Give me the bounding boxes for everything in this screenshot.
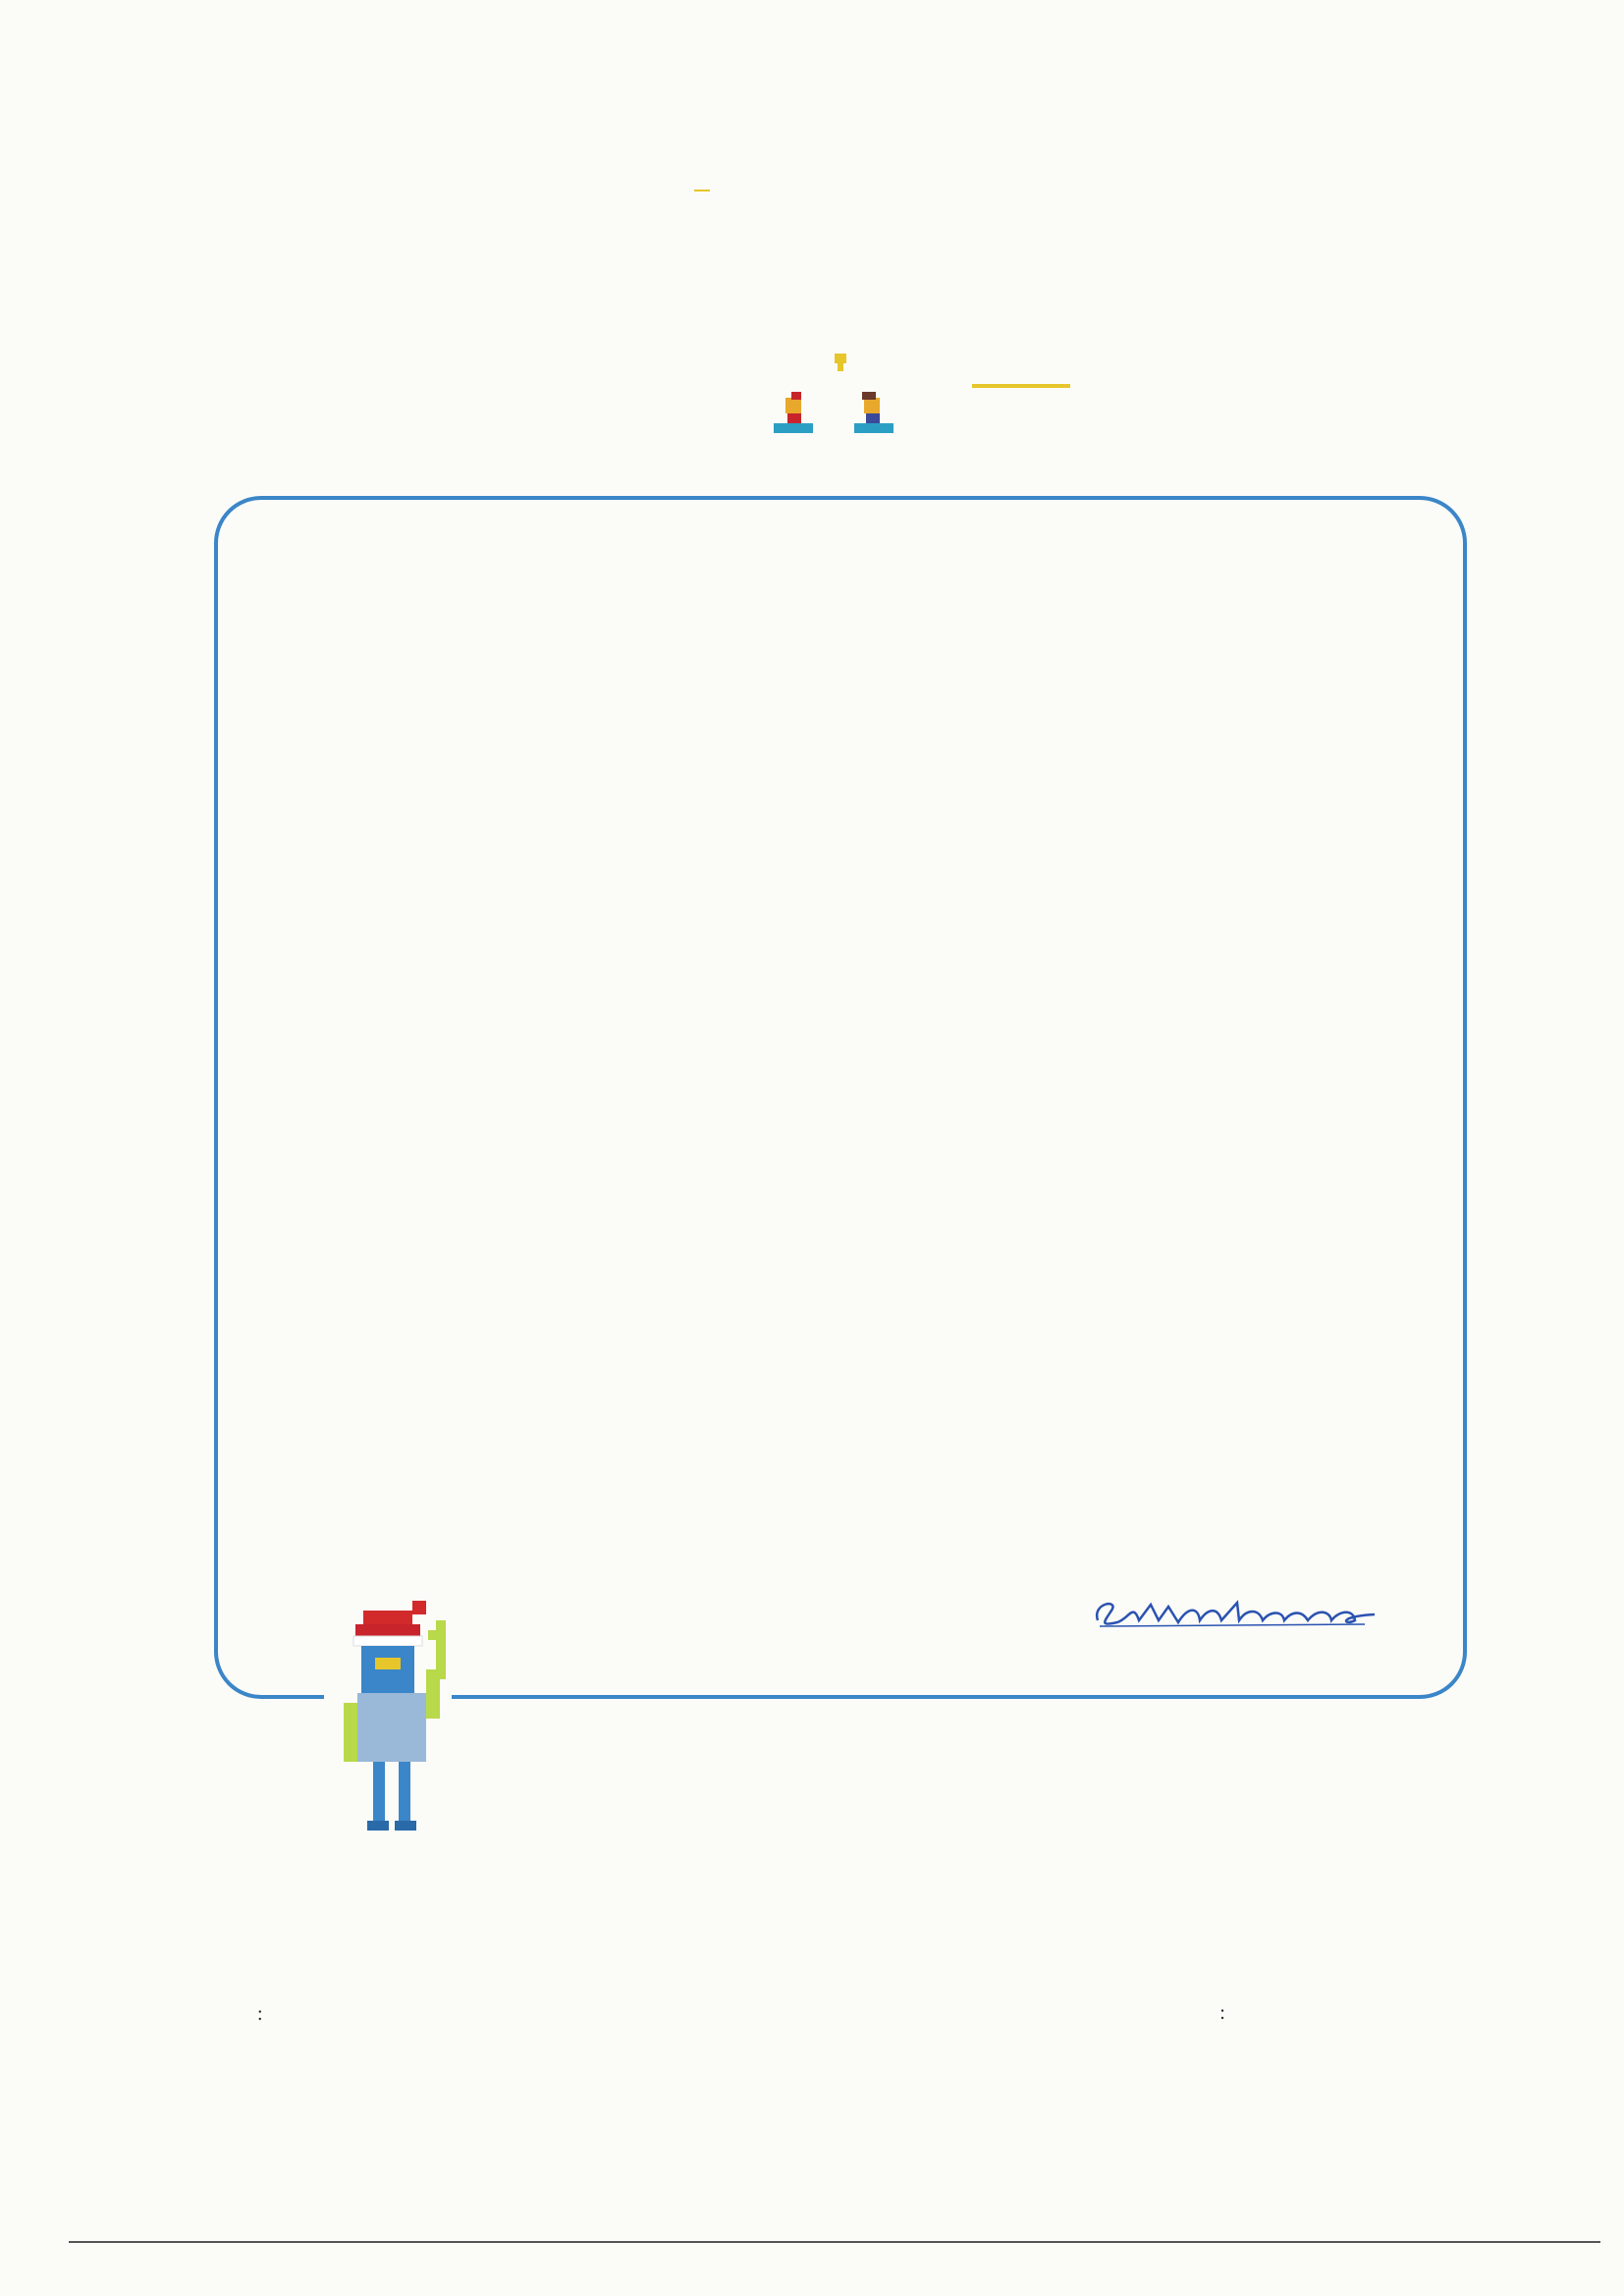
postacert-sep: : [257,2003,263,2025]
bottom-rule [69,2241,1600,2243]
la-buona-scuola-logo [972,381,1070,388]
students-lightbulb-icon [766,349,903,457]
responsible-block [257,2003,263,2026]
scuola-digitale-logo [589,177,815,334]
contacts-block [992,2001,1453,2025]
letter-frame [214,496,1467,1699]
handwritten-signature [1090,1593,1384,1632]
postacert-line [257,2003,263,2026]
pixel-robot-santa-icon [334,1601,471,1856]
email-line [992,2001,1453,2025]
footer-pixel-band [257,1905,1428,1974]
buona-scuola-tagline [972,384,1070,388]
email-sep: : [1219,2002,1225,2024]
pnsd-label [694,190,710,191]
